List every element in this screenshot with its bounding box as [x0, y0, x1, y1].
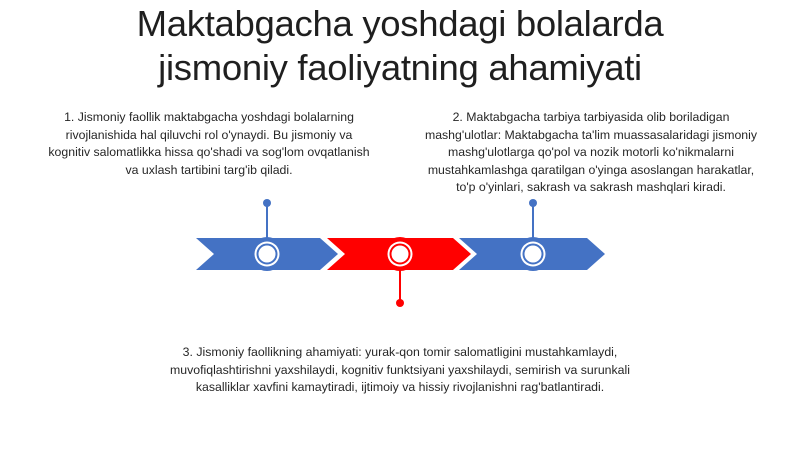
connector-dot-2 [396, 299, 404, 307]
milestone-marker-3 [516, 237, 550, 271]
milestone-marker-1 [250, 237, 284, 271]
title-line-1: Maktabgacha yoshdagi bolalarda [136, 3, 664, 44]
milestone-marker-2 [383, 237, 417, 271]
connector-dot-3 [529, 199, 537, 207]
connector-dot-1 [263, 199, 271, 207]
text-block-2: 2. Maktabgacha tarbiya tarbiyasida olib boriladigan mashg'ulotlar: Maktabgacha ta'lim muassasalaridagi jismoniy mashg'ulotlarga qo'pol va nozik motorli ko'nikmalarni mustahkamlashga qaratilgan o'yinga asoslangan harakatlar, to'p o'yinlari, sakrash va sakrash mashqlari kiradi. [424, 110, 758, 194]
text-block-1: 1. Jismoniy faollik maktabgacha yoshdagi bolalarning rivojlanishida hal qiluvchi rol o'ynaydi. Bu jismoniy va kognitiv salomatlikka hissa qo'shadi va sog'lom ovqatlanish va uxlash tartibini targ'ib qiladi. [48, 110, 370, 177]
title-line-2: jismoniy faoliyatning ahamiyati [158, 47, 642, 88]
text-block-3: 3. Jismoniy faollikning ahamiyati: yurak-qon tomir salomatligini mustahkamlaydi, muvofiqlashtirishni yaxshilaydi, kognitiv funktsiyani yaxshilaydi, semirish va surunkali kasalliklar xavfini kamaytiradi, ijtimoiy va hissiy rivojlanishni rag'batlantiradi. [170, 345, 630, 394]
